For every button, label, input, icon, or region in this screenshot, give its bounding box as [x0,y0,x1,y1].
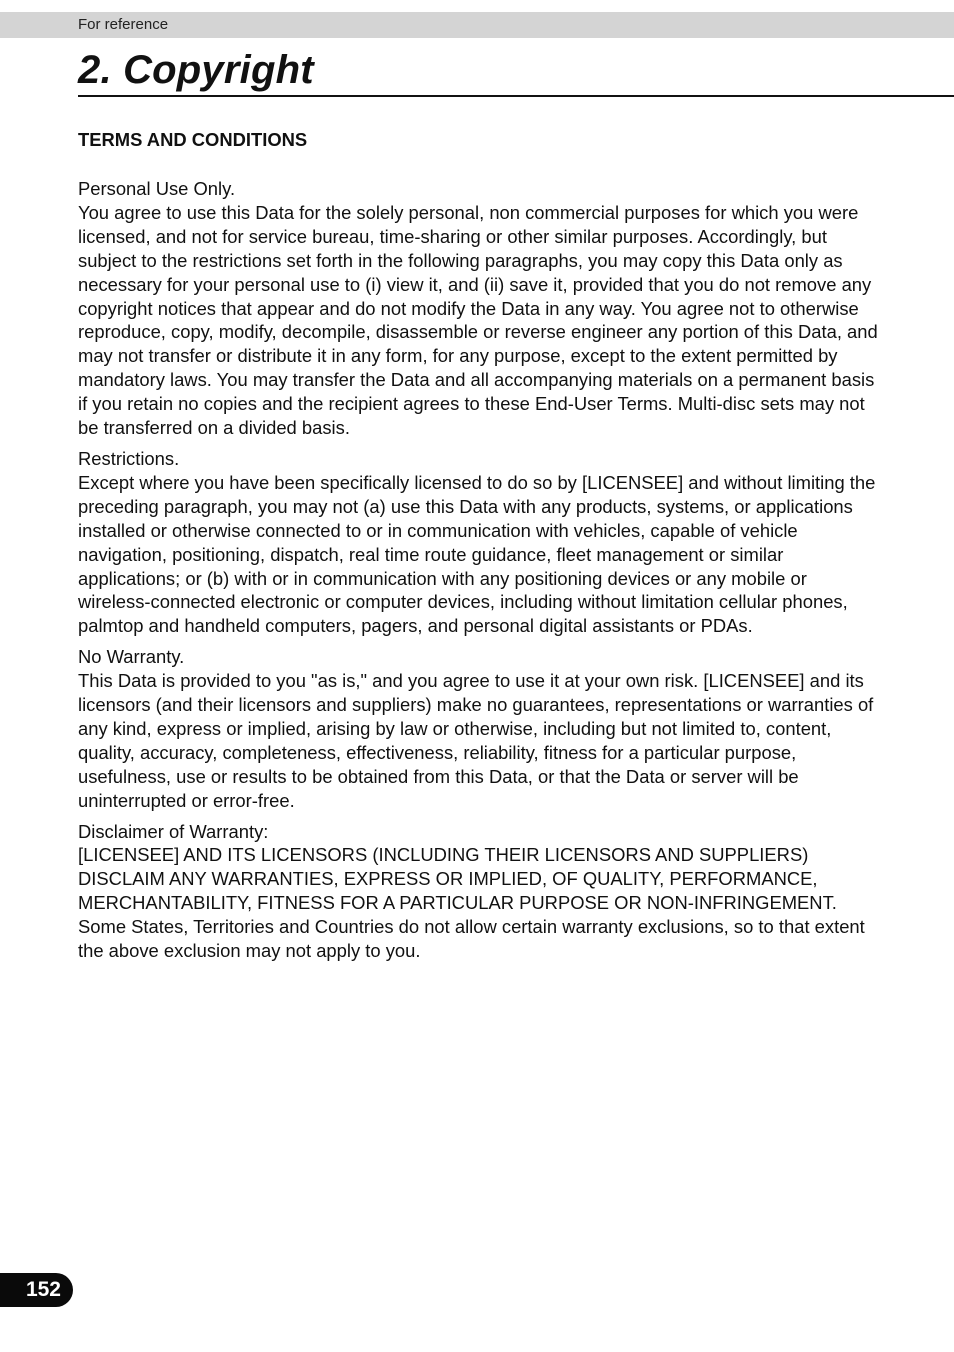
term-title: Disclaimer of Warranty: [78,820,269,842]
term-title: No Warranty. [78,646,185,668]
term-body: Except where you have been specifically licensed to do so by [LICENSEE] and without limiting the preceding paragraph, you may not (a) use this Data with any products, systems, or applications installed or otherwise connected to or in communication with vehicles, capable of vehicle navigation, positioning, dispatch, real time route guidance, fleet management or similar applications; or (b) with or in communication with any positioning devices or any mobile or wireless-connected electronic or computer devices, including without limitation cellular phones, palmtop and handheld computers, pagers, and personal digital assistants or PDAs. [78,471,876,637]
page-title: 2. Copyright [78,48,314,92]
term-title: Personal Use Only. [78,178,236,199]
term-restrictions [78,447,878,638]
term-body: This Data is provided to you "as is," and you agree to use it at your own risk. [LICENSEE] and its licensors (and their licensors and suppliers) make no guarantees, representations or warranties of any kind, express or implied, arising by law or otherwise, including but not limited to, content, quality, accuracy, completeness, effectiveness, reliability, fitness for a particular purpose, usefulness, use or results to be obtained from this Data, or that the Data or server will be uninterrupted or error-free. [78,670,874,811]
term-no-warranty [78,645,878,812]
term-disclaimer [78,820,878,963]
running-header-label: For reference [78,16,169,33]
page-number-badge: 152 [0,1273,73,1307]
title-divider [78,95,954,97]
term-title: Restrictions. [78,447,180,469]
term-personal-use [78,177,878,440]
document-body [78,128,878,970]
term-body: You agree to use this Data for the solely personal, non commercial purposes for which you were licensed, and not for service bureau, time-sharing or other similar purposes. Accordingly, but subject to the restrictions set forth in the following paragraphs, you may copy this Data only as necessary for your personal use to (i) view it, and (ii) save it, provided that you do not remove any copyright notices that appear and do not modify the Data in any way. You agree not to otherwise reproduce, copy, modify, decompile, disassemble or reverse engineer any portion of this Data, and may not transfer or distribute it in any form, for any purpose, except to the extent permitted by mandatory laws. You may transfer the Data and all accompanying materials on a permanent basis if you retain no copies and the recipient agrees to these End-User Terms. Multi-disc sets may not be transferred on a divided basis. [78,201,878,439]
term-body: [LICENSEE] AND ITS LICENSORS (INCLUDING THEIR LICENSORS AND SUPPLIERS) DISCLAIM ANY WARRANTIES, EXPRESS OR IMPLIED, OF QUALITY, PERFORMANCE, MERCHANTABILITY, FITNESS FOR A PARTICULAR PURPOSE OR NON-INFRINGEMENT. Some States, Territories and Countries do not allow certain warranty exclusions, so to that extent the above exclusion may not apply to you. [78,844,865,962]
running-header [0,12,954,38]
section-heading: TERMS AND CONDITIONS [78,129,308,150]
